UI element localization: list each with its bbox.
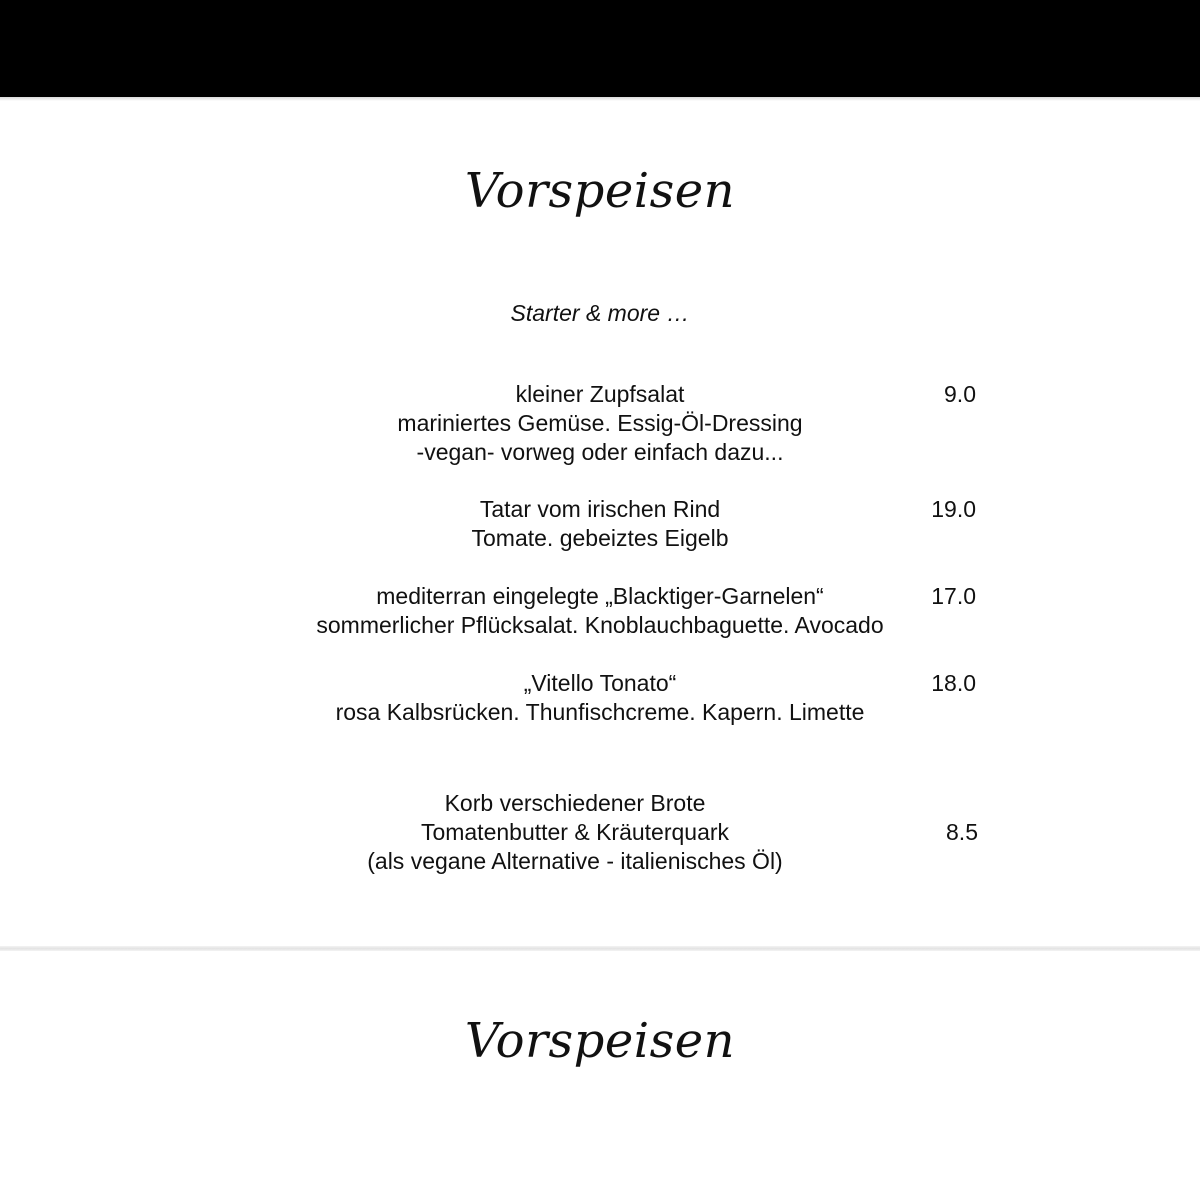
menu-item-price: 18.0 <box>931 670 976 696</box>
menu-item-detail: (als vegane Alternative - italienisches Öl) <box>367 848 783 874</box>
menu-page-title: Vorspeisen <box>464 1013 736 1069</box>
menu-item-description <box>275 789 875 876</box>
top-bar-shadow <box>0 97 1200 101</box>
menu-item-name: Korb verschiedener Brote <box>444 790 706 816</box>
menu-item-price: 9.0 <box>944 381 976 407</box>
page-divider <box>0 946 1200 951</box>
menu-item-detail: Tomatenbutter & Kräuterquark <box>420 819 730 845</box>
menu-item-description <box>300 380 900 467</box>
menu-item-price: 19.0 <box>931 496 976 522</box>
menu-item-name: kleiner Zupfsalat <box>515 381 685 407</box>
menu-item-detail: mariniertes Gemüse. Essig-Öl-Dressing <box>397 410 803 436</box>
menu-page-title: Vorspeisen <box>464 163 736 219</box>
menu-item-description <box>300 495 900 553</box>
menu-item-description <box>300 669 900 727</box>
menu-item-detail: Tomate. gebeiztes Eigelb <box>471 525 729 551</box>
menu-item-detail: sommerlicher Pflücksalat. Knoblauchbaguette. Avocado <box>316 612 884 638</box>
menu-item-price: 8.5 <box>946 819 978 845</box>
menu-item-description <box>300 582 900 640</box>
menu-item-name: „Vitello Tonato“ <box>523 670 677 696</box>
menu-item-price: 17.0 <box>931 583 976 609</box>
top-black-bar <box>0 0 1200 97</box>
menu-item-name: mediterran eingelegte „Blacktiger-Garnelen“ <box>376 583 824 609</box>
menu-subtitle: Starter & more … <box>510 300 690 326</box>
menu-item-detail: -vegan- vorweg oder einfach dazu... <box>416 439 784 465</box>
menu-item-name: Tatar vom irischen Rind <box>479 496 721 522</box>
menu-item-detail: rosa Kalbsrücken. Thunfischcreme. Kapern. Limette <box>335 699 865 725</box>
